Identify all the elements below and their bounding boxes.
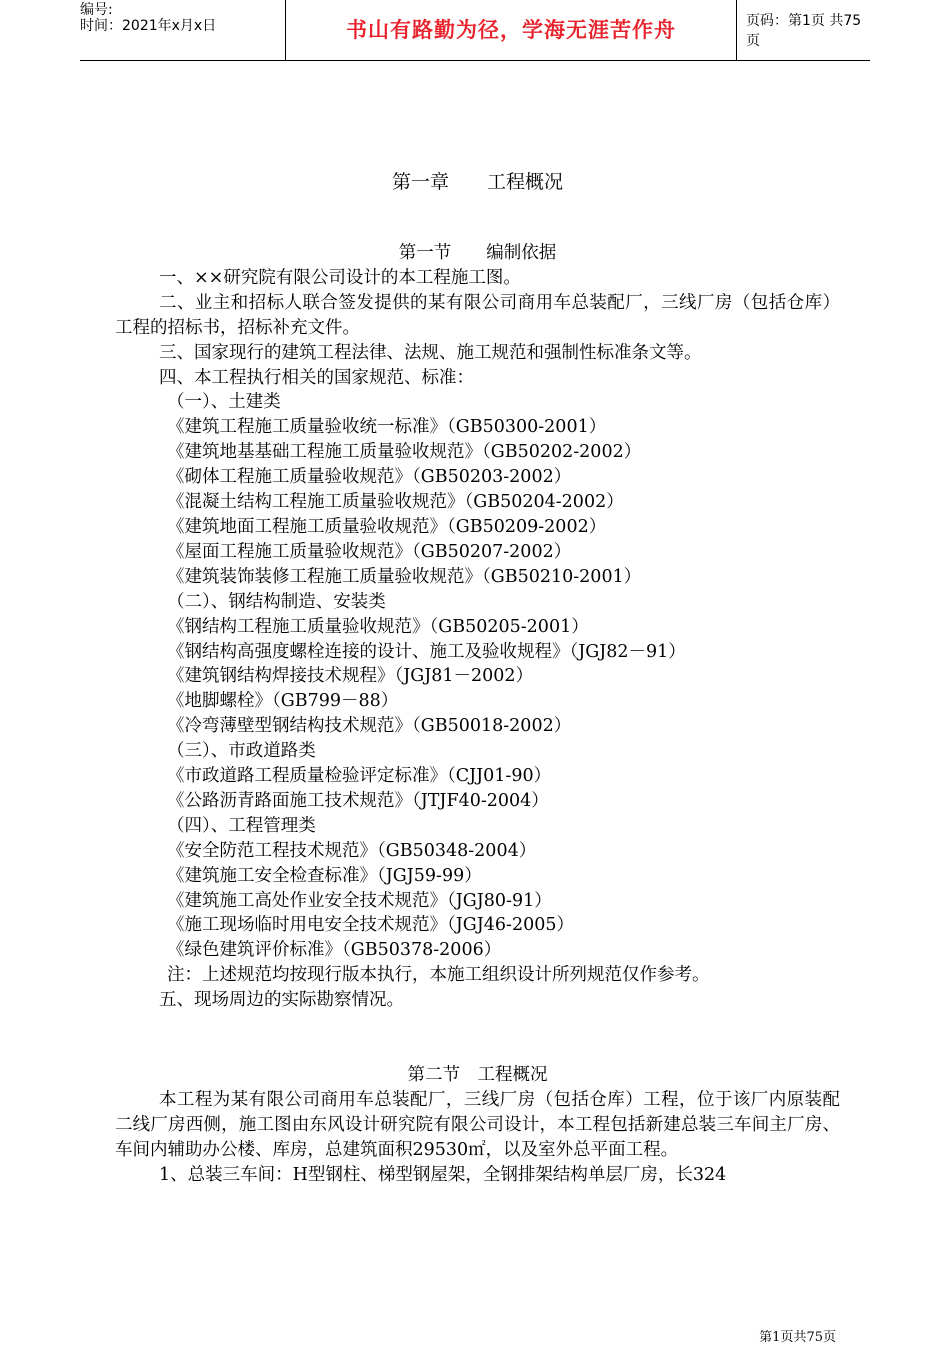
standard-item: 《地脚螺栓》（GB799－88） (167, 691, 399, 712)
header-page-info: 页码：第1页 共75页 (746, 13, 862, 49)
group-title: （一）、土建类 (167, 392, 281, 413)
standard-item: 《建筑钢结构焊接技术规程》（JGJ81－2002） (167, 666, 534, 687)
basis-item: 二、业主和招标人联合签发提供的某有限公司商用车总装配厂，三线厂房（包括仓库）工程的招标书，招标补充文件。 (115, 292, 840, 338)
document-body (115, 168, 840, 1188)
standard-item: 《安全防范工程技术规范》（GB50348-2004） (167, 840, 537, 861)
basis-item: 三、国家现行的建筑工程法律、法规、施工规范和强制性标准条文等。 (159, 342, 702, 363)
standard-item: 《建筑施工高处作业安全技术规范》（JGJ80-91） (167, 890, 552, 911)
standard-item: 《混凝土结构工程施工质量验收规范》（GB50204-2002） (167, 492, 624, 513)
standard-item: 《市政道路工程质量检验评定标准》（CJJ01-90） (167, 766, 552, 787)
chapter-title: 第一章 工程概况 (391, 171, 563, 193)
basis-item: 一、××研究院有限公司设计的本工程施工图。 (159, 267, 521, 288)
number-label: 编号: (80, 2, 113, 18)
motto: 书山有路勤为径，学海无涯苦作舟 (346, 17, 676, 42)
standard-item: 《建筑工程施工质量验收统一标准》（GB50300-2001） (167, 417, 607, 438)
standard-item: 《绿色建筑评价标准》（GB50378-2006） (167, 940, 502, 961)
standard-item: 《钢结构工程施工质量验收规范》（GB50205-2001） (167, 616, 589, 637)
header-motto-cell (285, 0, 737, 60)
standard-item: 《建筑地面工程施工质量验收规范》（GB50209-2002） (167, 516, 607, 537)
group-title: （四）、工程管理类 (167, 815, 316, 836)
section-title: 第二节 工程概况 (407, 1065, 548, 1086)
note: 注：上述规范均按现行版本执行，本施工组织设计所列规范仅作参考。 (167, 965, 710, 986)
time-label: 时间：2021年x月x日 (80, 18, 217, 34)
standard-item: 《屋面工程施工质量验收规范》（GB50207-2002） (167, 541, 572, 562)
overview-paragraph: 1、总装三车间：H型钢柱、梯型钢屋架，全钢排架结构单层厂房，长324 (159, 1164, 727, 1185)
standard-item: 《冷弯薄壁型钢结构技术规范》（GB50018-2002） (167, 716, 572, 737)
standard-item: 《公路沥青路面施工技术规范》（JTJF40-2004） (167, 790, 549, 811)
standard-item: 《建筑地基基础工程施工质量验收规范》（GB50202-2002） (167, 442, 642, 463)
standard-item: 《钢结构高强度螺栓连接的设计、施工及验收规程》（JGJ82－91） (167, 641, 686, 662)
page-footer: 第1页共75页 (759, 1330, 836, 1345)
header-meta (80, 0, 285, 62)
group-title: （二）、钢结构制造、安装类 (167, 591, 386, 612)
standard-item: 《建筑装饰装修工程施工质量验收规范》（GB50210-2001） (167, 566, 642, 587)
overview-paragraph: 本工程为某有限公司商用车总装配厂，三线厂房（包括仓库）工程，位于该厂内原装配二线厂房西侧，施工图由东风设计研究院有限公司设计，本工程包括新建总装三车间主厂房、车间内辅助办公楼、库房，总建筑面积29530㎡，以及室外总平面工程。 (115, 1090, 840, 1160)
basis-item: 五、现场周边的实际勘察情况。 (159, 990, 404, 1011)
basis-item: 四、本工程执行相关的国家规范、标准： (159, 367, 474, 388)
group-title: （三）、市政道路类 (167, 741, 316, 762)
standard-item: 《施工现场临时用电安全技术规范》（JGJ46-2005） (167, 915, 574, 936)
section-title: 第一节 编制依据 (398, 243, 557, 263)
standard-item: 《砌体工程施工质量验收规范》（GB50203-2002） (167, 467, 572, 488)
page-header (80, 0, 870, 61)
standard-item: 《建筑施工安全检查标准》（JGJ59-99） (167, 865, 482, 886)
